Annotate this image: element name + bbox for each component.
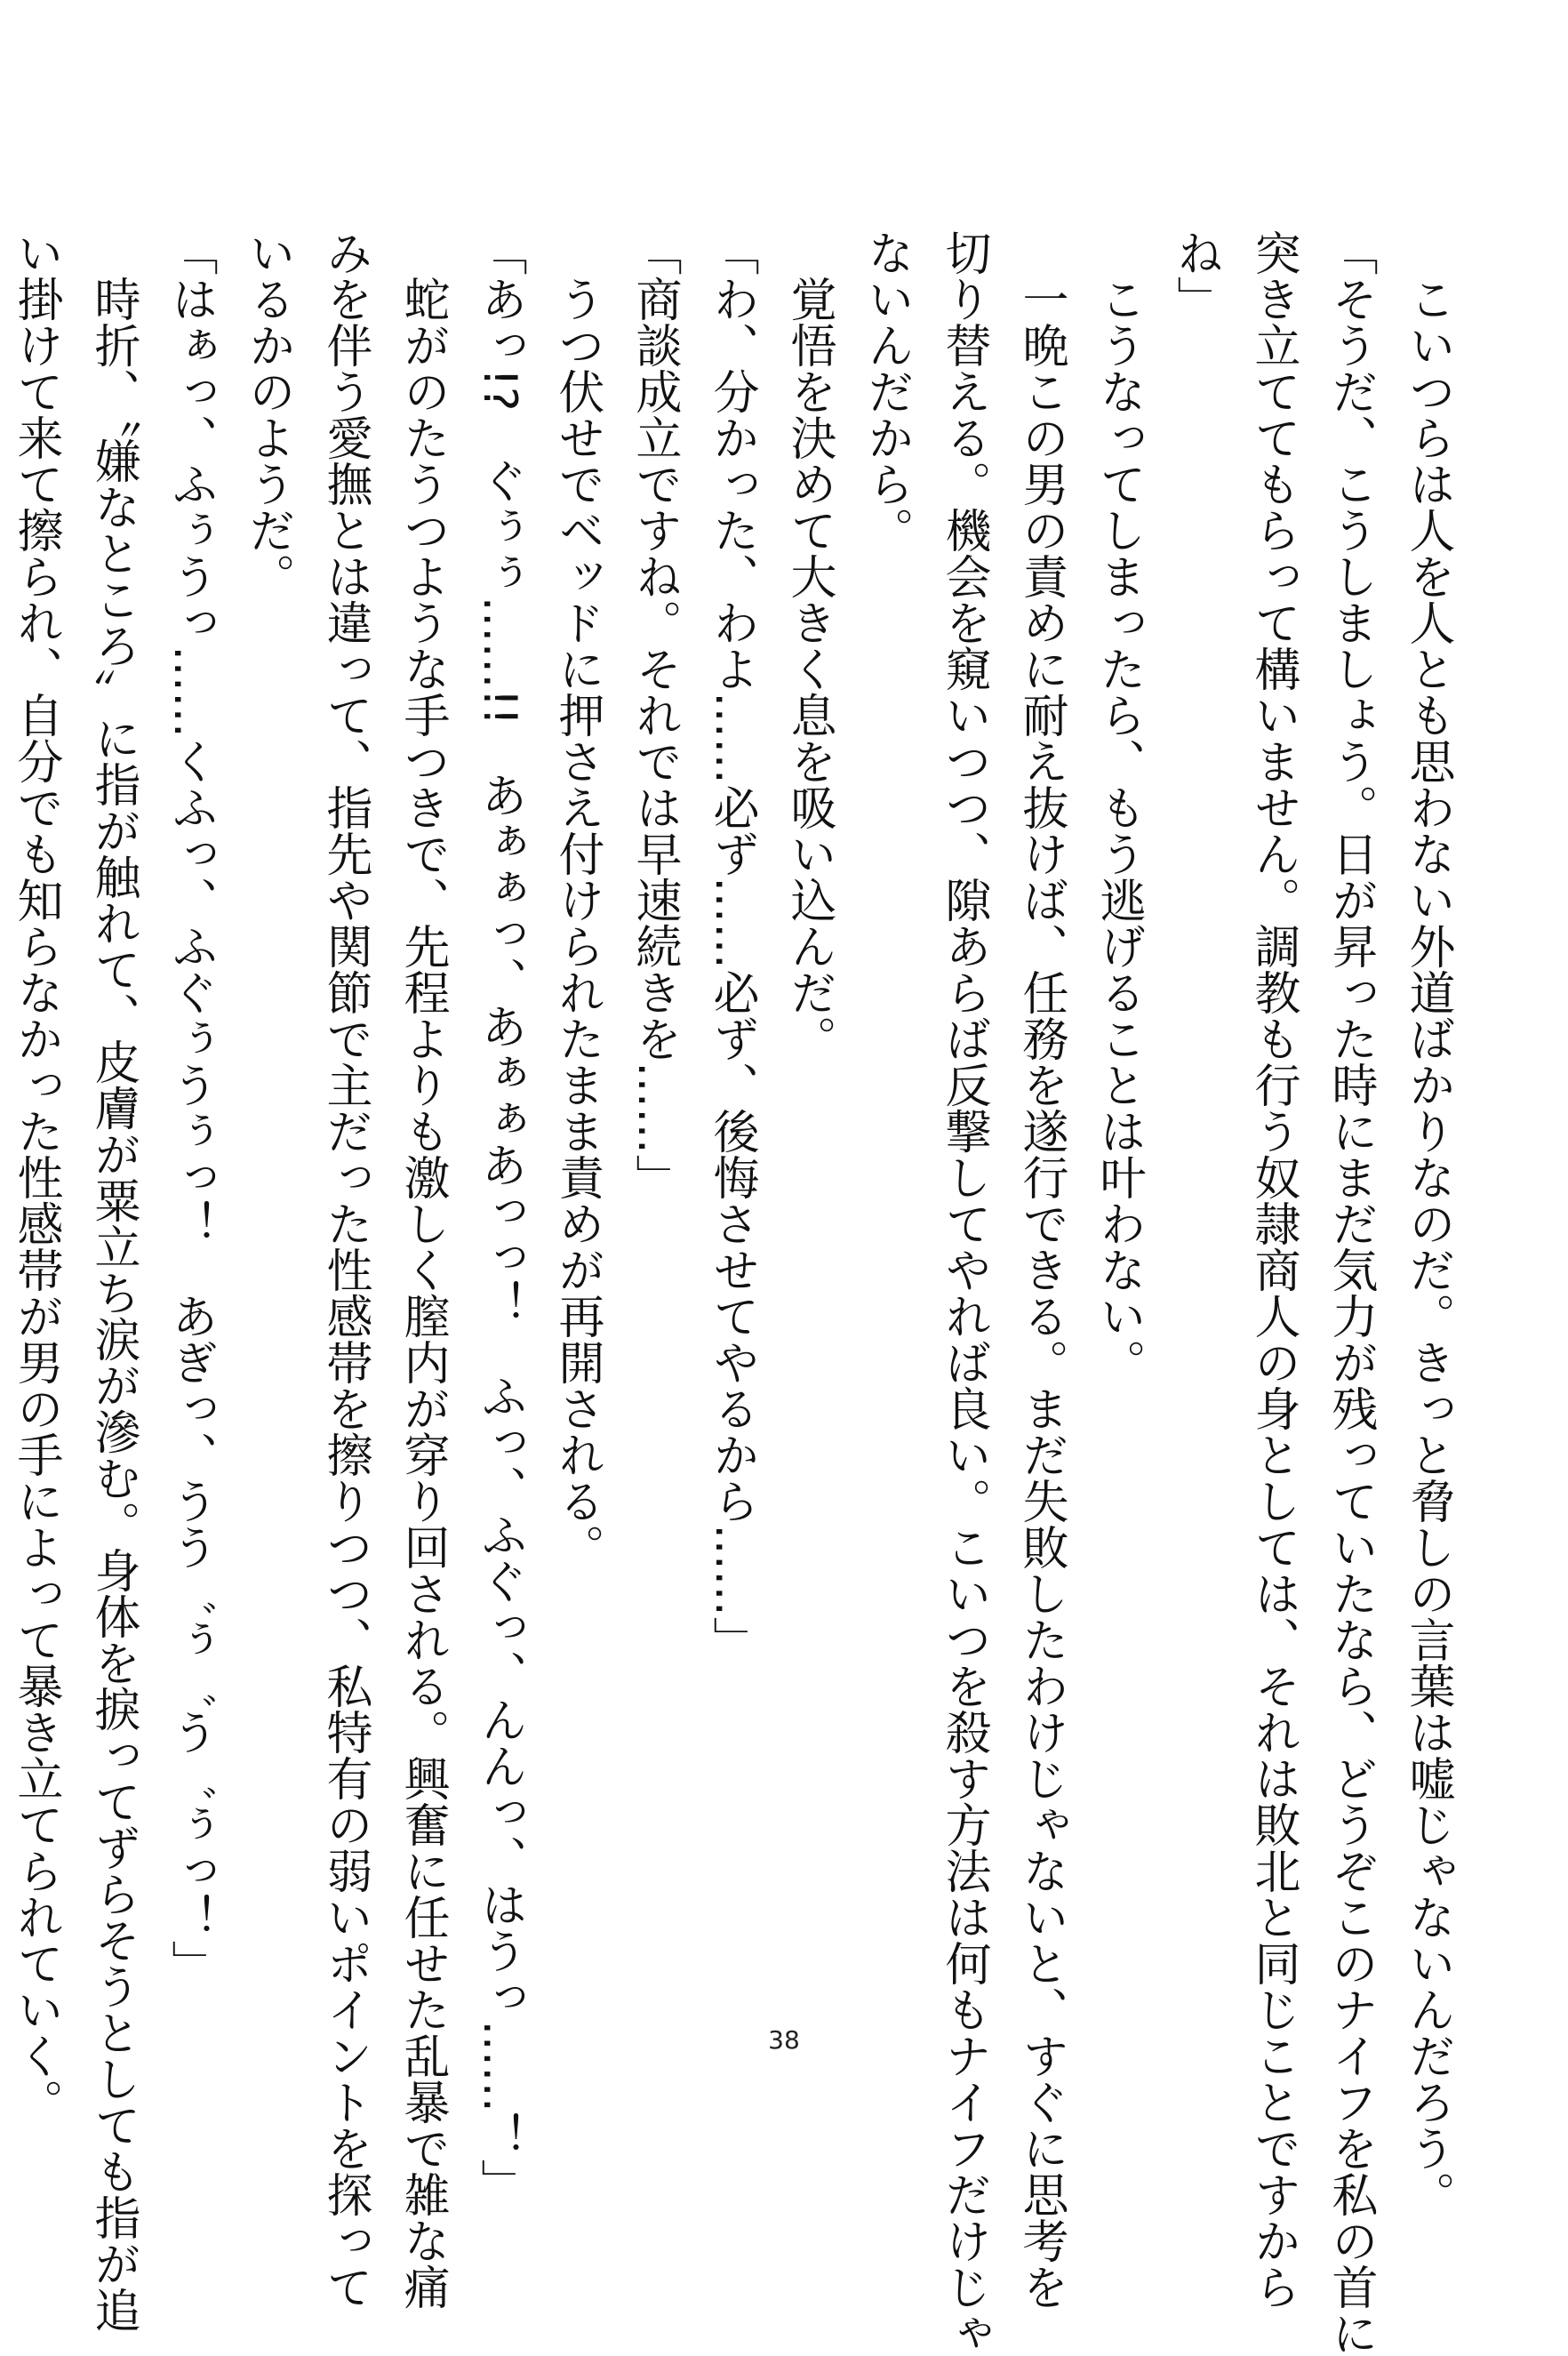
text-line: こいつらは人を人とも思わない外道ばかりなのだ。きっと脅しの言葉は嘘じゃないんだろう。 bbox=[1401, 229, 1454, 2217]
text-line: 「そうだ、こうしましょう。日が昇った時にまだ気力が残っていたなら、どうぞこのナイフを私の首に bbox=[1324, 229, 1377, 2356]
text-line: 切り替える。機会を窺いつつ、隙あらば反撃してやれば良い。こいつを殺す方法は何もナイフだけじゃ bbox=[937, 229, 990, 2356]
text-line: 時折、〝嫌なところ〟に指が触れて、皮膚が粟立ち涙が滲む。身体を捩ってずらそうとしても指が追 bbox=[86, 229, 140, 2333]
page-number: 38 bbox=[768, 2025, 800, 2055]
text-line: 「はぁっ、ふぅうっ……くふっ、ふぐぅうぅっ！ あぎっ、うう゛ぅ゛う゛ぅっ！」 bbox=[164, 229, 217, 1986]
text-line: ないんだから。 bbox=[860, 229, 913, 553]
text-line: みを伴う愛撫とは違って、指先や関節で主だった性感帯を擦りつつ、私特有の弱いポイントを探って bbox=[318, 229, 372, 2310]
text-line: 一晩この男の責めに耐え抜けば、任務を遂行できる。まだ失敗したわけじゃないと、すぐに思考を bbox=[1014, 229, 1068, 2310]
text-line: こうなってしまったら、もう逃げることは叶わない。 bbox=[1092, 229, 1145, 1385]
text-line: 突き立ててもらって構いません。調教も行う奴隷商人の身としては、それは敗北と同じことですから bbox=[1246, 229, 1300, 2310]
text-line: 「あっ!? ぐぅぅ……!! あぁぁっ、あぁぁあっっ！ ふっ、ふぐっ、んんっ、はうっ……！」 bbox=[473, 229, 526, 2206]
text-line: いるかのようだ。 bbox=[241, 229, 294, 599]
text-line: うつ伏せでベッドに押さえ付けられたまま責めが再開される。 bbox=[550, 229, 604, 1570]
text-line: ね」 bbox=[1169, 229, 1222, 322]
text-line: 「わ、分かった、わよ……必ず……必ず、後悔させてやるから……」 bbox=[705, 229, 758, 1663]
text-line: い掛けて来て擦られ、自分でも知らなかった性感帯が男の手によって暴き立てられていく。 bbox=[9, 229, 62, 2125]
text-line: 覚悟を決めて大きく息を吸い込んだ。 bbox=[782, 229, 836, 1062]
text-line: 蛇がのたうつような手つきで、先程よりも激しく膣内が穿り回される。興奮に任せた乱暴で雑な痛 bbox=[396, 229, 449, 2310]
text-line: 「商談成立ですね。それでは早速続きを……」 bbox=[628, 229, 681, 1200]
